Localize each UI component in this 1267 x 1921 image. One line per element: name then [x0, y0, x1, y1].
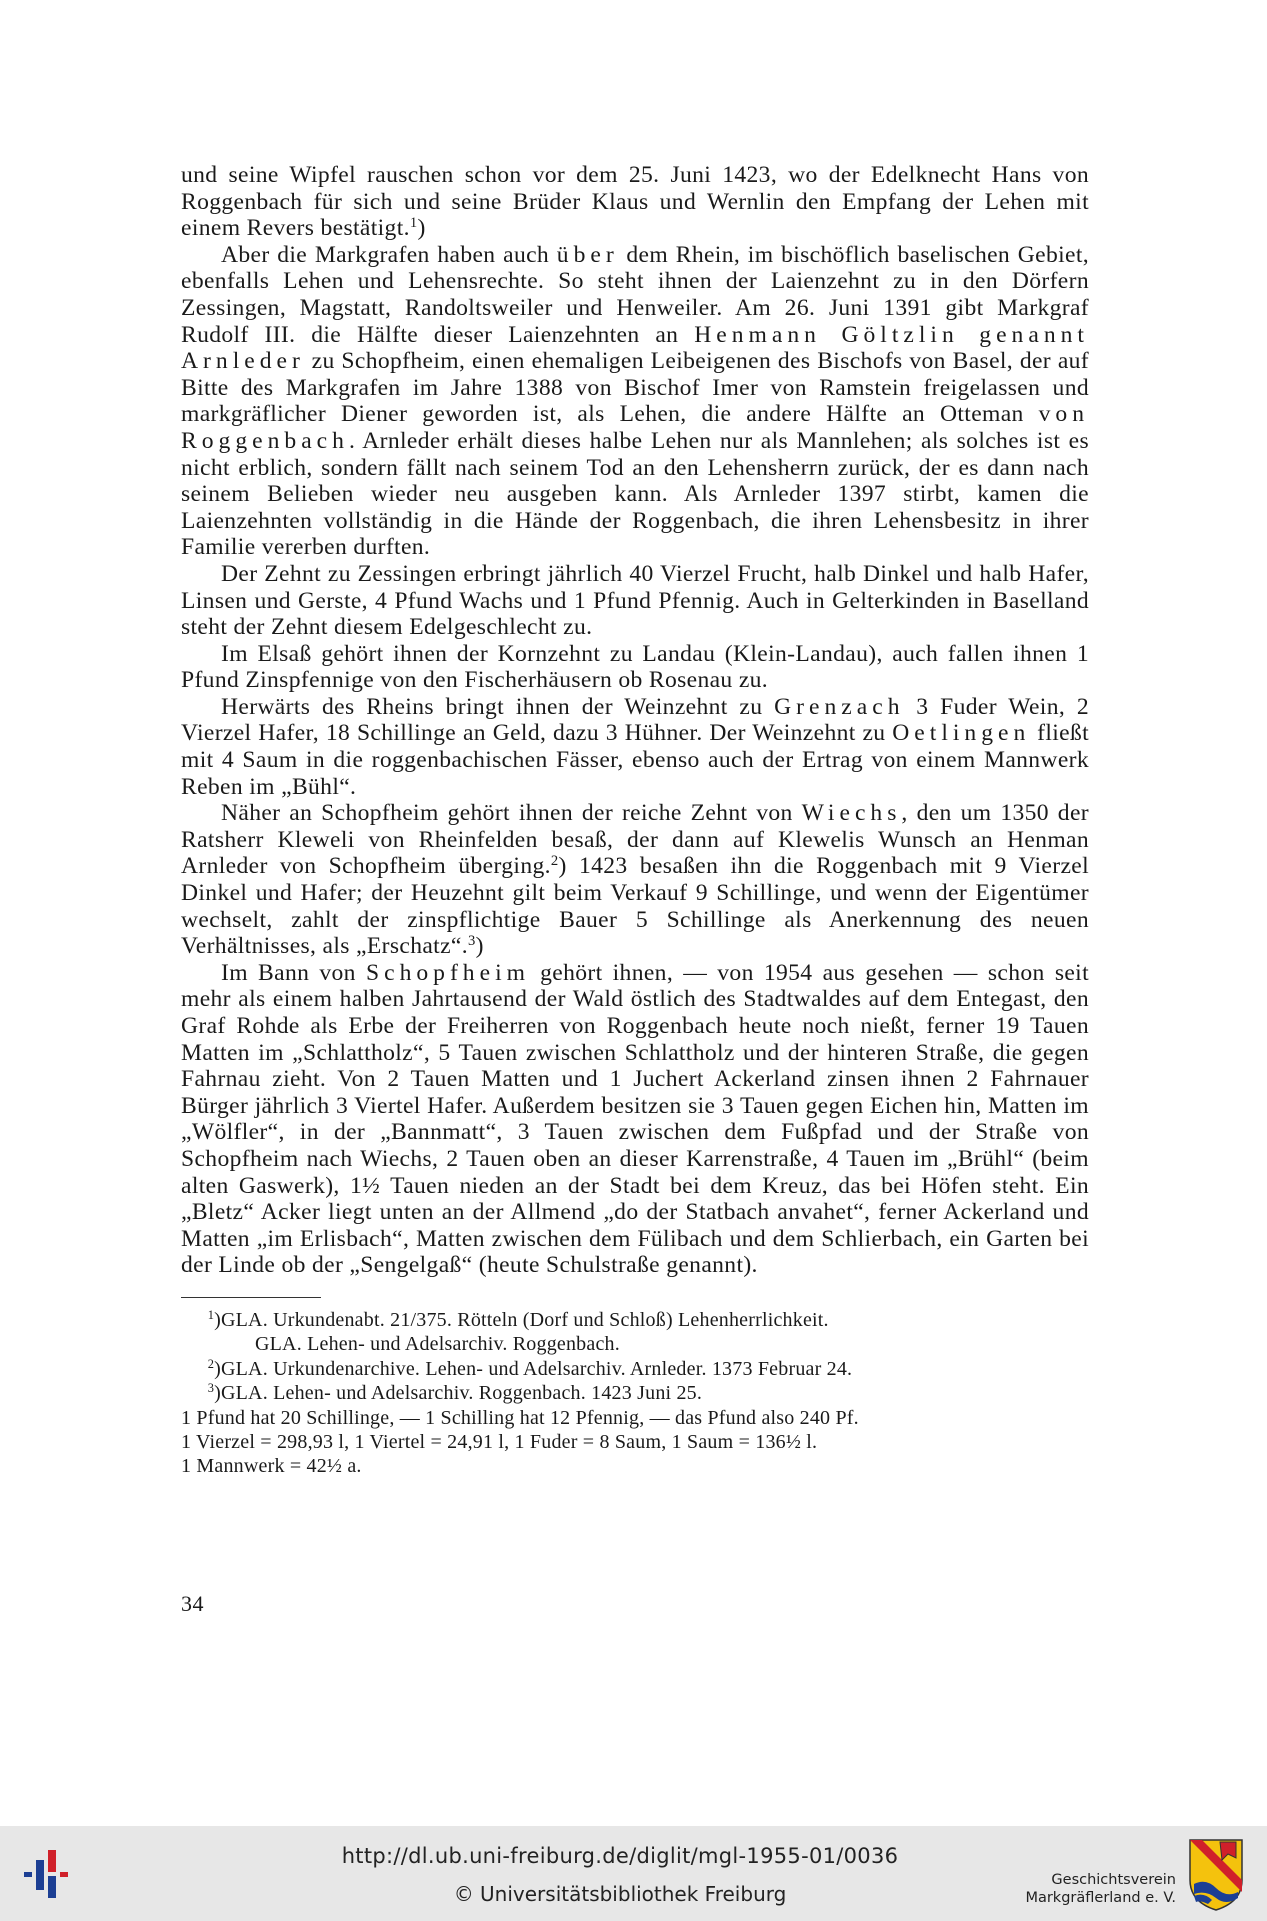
text-run: Der Zehnt zu Zessingen erbringt jährlich 40 Vierzel Frucht, halb Dinkel und halb Hafer, Linsen und Gerste, 4 Pfund Wachs und 1 Pfund Pfennig. Auch in Gelterkinden in Baselland steht der Zehnt diesem Edelgeschlecht zu. — [181, 560, 1089, 641]
text-run: fließt mit 4 Saum in die roggenbachischen Fässer, ebenso auch der Ertrag von einem Mannwerk Reben im „Bühl“. — [181, 720, 1090, 800]
footnote-reference: 2 — [550, 853, 559, 870]
footnote-divider — [181, 1297, 321, 1298]
text-run: Im Bann von — [221, 959, 366, 986]
emphasized-name: Schopfheim — [365, 959, 530, 986]
emphasized-name: Henmann Göltzlin genannt Arnleder — [181, 321, 1089, 375]
footnote-reference: 1 — [409, 215, 418, 232]
text-run: gehört ihnen, — von 1954 aus gesehen — schon seit mehr als einem halben Jahrtausend der Wald östlich des Stadtwaldes auf dem Entegast, den Graf Rohde als Erbe der Freiherren von Roggenbach heute noch nießt, ferner 19 Tauen Matten im „Schlattholz“, 5 Tauen zwischen Schlattholz und der hinteren Straße, die gegen Fahrnau zieht. Von 2 Tauen Matten und 1 Juchert Ackerland zinsen ihnen 2 Fahrnauer Bürger jährlich 3 Viertel Hafer. Außerdem besitzen sie 3 Tauen gegen Eichen hin, Matten im „Wölfler“, in der „Bannmatt“, 3 Tauen zwischen dem Fußpfad und der Straße von Schopfheim nach Wiechs, 2 Tauen oben an dieser Karrenstraße, 4 Tauen im „Brühl“ (beim alten Gaswerk), 1½ Tauen nieden an der Stadt bei dem Kreuz, das bei Höfen steht. Ein „Bletz“ Acker liegt unten an der Allmend „do der Statbach anvahet“, ferner Ackerland und Matten „im Erlisbach“, Matten zwischen dem Fülibach und dem Schlierbach, ein Garten bei der Linde ob der „Sengelgaß“ (heute Schulstraße genannt). — [181, 959, 1089, 1279]
society-name[interactable] — [1016, 1871, 1176, 1907]
text-run: ) — [475, 933, 484, 960]
footnote-1-continued: GLA. Lehen- und Adelsarchiv. Roggenbach. — [255, 1333, 620, 1356]
text-run: ) 1423 besaßen ihn die Roggenbach mit 9 Vierzel Dinkel und Hafer; der Heuzehnt gilt beim Verkauf 9 Schillinge, und wenn der Eigentümer wechselt, zahlt der zinspflichtige Bauer 5 Schillinge als Anerkennung des neuen Verhältnisses, als „Erschatz“. — [181, 853, 1089, 960]
unit-note-vierzel: 1 Vierzel = 298,93 l, 1 Viertel = 24,91 l, 1 Fuder = 8 Saum, 1 Saum = 136½ l. — [181, 1430, 818, 1453]
text-run: Aber die Markgrafen haben auch — [221, 241, 557, 268]
footnote-3-text: GLA. Lehen- und Adelsarchiv. Roggenbach. 1423 Juni 25. — [221, 1382, 703, 1405]
ub-freiburg-logo-icon[interactable] — [18, 1846, 78, 1902]
text-run: Im Elsaß gehört ihnen der Kornzehnt zu Landau (Klein-Landau), auch fallen ihnen 1 Pfund Zinspfennige von den Fischerhäusern ob Rosenau zu. — [181, 640, 1089, 694]
text-run: und seine Wipfel rauschen schon vor dem 25. Juni 1423, wo der Edelknecht Hans von Roggenbach für sich und seine Brüder Klaus und Wernlin den Empfang der Lehen mit einem Revers bestätigt. — [181, 162, 1089, 242]
society-name-line-1: Geschichtsverein — [1051, 1872, 1176, 1888]
viewer-footer-bar — [0, 1826, 1267, 1921]
body-paragraph — [181, 694, 1089, 800]
footnote-3-mark: 3 — [207, 1381, 215, 1396]
text-run: , den um 1350 der Ratsherr Kleweli von Rheinfelden besaß, der dann auf Klewelis Wunsch an Henman Arnleder von Schopfheim überging. — [181, 800, 1089, 880]
text-run: Herwärts des Rheins bringt ihnen der Weinzehnt zu — [221, 693, 775, 720]
coat-of-arms-icon[interactable] — [1186, 1836, 1246, 1912]
document-page — [181, 162, 1089, 1479]
footnote-1-text: GLA. Urkundenabt. 21/375. Rötteln (Dorf und Schloß) Lehenherrlichkeit. — [221, 1308, 829, 1331]
text-run: dem Rhein, im bischöflich baselischen Gebiet, ebenfalls Lehen und Lehensrechte. So steht ihnen der Laienzehnt zu in den Dörfern Zessingen, Magstatt, Randoltsweiler und Henweiler. Am 26. Juni 1391 gibt Markgraf Rudolf III. die Hälfte dieser Laienzehnten an — [181, 241, 1089, 348]
text-run: 3 Fuder Wein, 2 Vierzel Hafer, 18 Schillinge an Geld, dazu 3 Hühner. Der Weinzehnt zu — [181, 693, 1089, 747]
body-text — [181, 162, 1089, 1279]
footnote-2-mark: 2 — [207, 1356, 215, 1371]
footnote-reference: 3 — [467, 933, 476, 950]
unit-note-mannwerk: 1 Mannwerk = 42½ a. — [181, 1455, 362, 1478]
footnote-1-mark: 1 — [207, 1308, 215, 1323]
copyright-text: © Universitätsbibliothek Freiburg — [453, 1882, 787, 1906]
footnote-2: $^2$)GLA. Urkundenarchive. Lehen- und Adelsarchiv. Arnleder. 1373 Februar 24. — [207, 1356, 853, 1380]
page-number: 34 — [181, 1591, 204, 1616]
society-name-line-2: Markgräflerland e. V. — [1025, 1890, 1176, 1906]
emphasized-name: Oetlingen — [892, 720, 1031, 747]
body-paragraph — [181, 960, 1089, 1279]
footnote-3: $^3$)GLA. Lehen- und Adelsarchiv. Roggenbach. 1423 Juni 25. — [207, 1381, 703, 1405]
text-run: ) — [417, 215, 426, 242]
unit-note-pfund: 1 Pfund hat 20 Schillinge, — 1 Schilling hat 12 Pfennig, — das Pfund also 240 Pf. — [181, 1406, 859, 1429]
text-run: Näher an Schopfheim gehört ihnen der reiche Zehnt von — [221, 800, 802, 827]
body-paragraph — [181, 162, 1089, 242]
emphasized-name: Wiechs — [801, 800, 902, 827]
footnotes — [181, 1308, 1089, 1479]
body-paragraph — [181, 800, 1089, 960]
body-paragraph — [181, 242, 1089, 561]
footnote-2-text: GLA. Urkundenarchive. Lehen- und Adelsarchiv. Arnleder. 1373 Februar 24. — [221, 1357, 853, 1380]
body-paragraph — [181, 561, 1089, 641]
emphasized-name: Grenzach — [774, 693, 905, 720]
body-paragraph — [181, 641, 1089, 694]
text-run: zu Schopfheim, einen ehemaligen Leibeigenen des Bischofs von Basel, der auf Bitte des Markgrafen im Jahre 1388 von Bischof Imer von Ramstein freigelassen und markgräflicher Diener geworden ist, als Lehen, die andere Hälfte an Otteman — [181, 348, 1089, 428]
text-run: . Arnleder erhält dieses halbe Lehen nur als Mannlehen; als solches ist es nicht erblich, sondern fällt nach seinem Tod an den Lehensherrn zurück, der es dann nach seinem Belieben wieder neu ausgeben kann. Als Arnleder 1397 stirbt, kamen die Laienzehnten vollständig in die Hände der Roggenbach, die ihren Lehensbesitz in ihrer Familie vererben durften. — [181, 427, 1089, 561]
emphasized-name: von Roggenbach — [181, 401, 1089, 454]
footnote-1: $^1$)GLA. Urkundenabt. 21/375. Rötteln (Dorf und Schloß) Lehenherrlichkeit. — [207, 1308, 829, 1331]
permalink-url[interactable]: http://dl.ub.uni-freiburg.de/diglit/mgl-1955-01/0036 — [341, 1844, 899, 1868]
emphasized-name: über — [556, 241, 619, 268]
